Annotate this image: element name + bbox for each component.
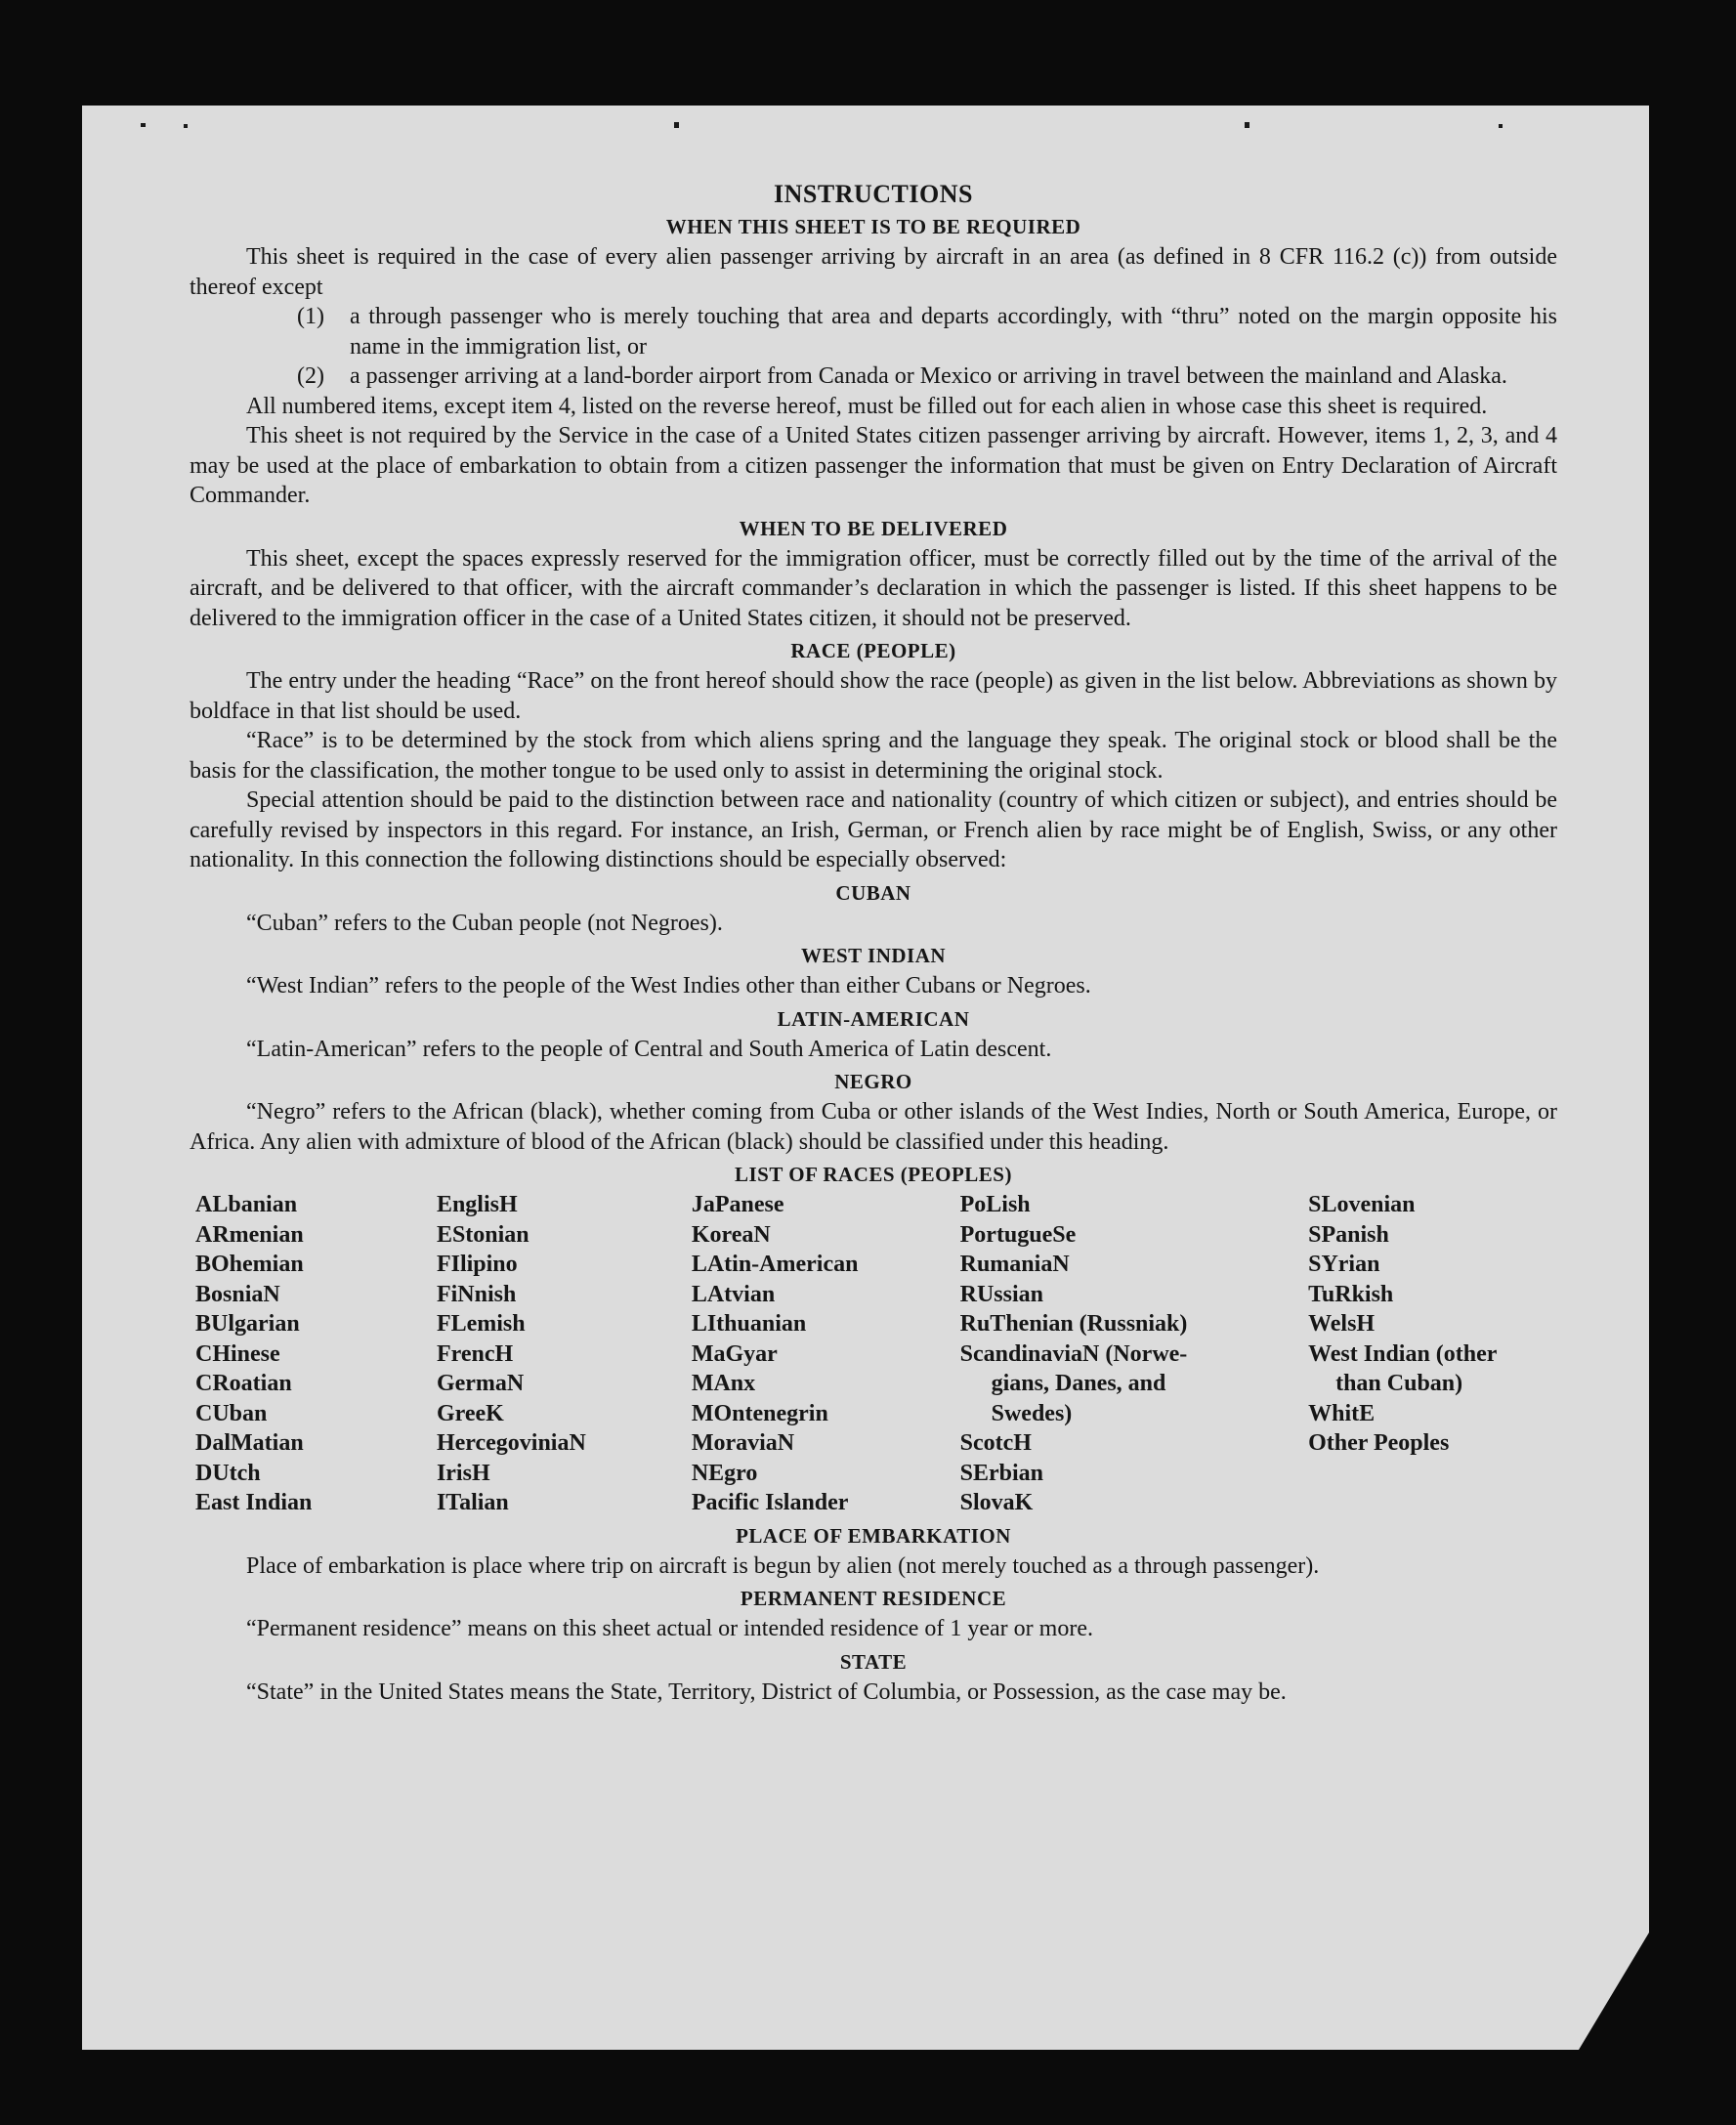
race-item: MAnx <box>691 1371 756 1396</box>
definition-embarkation: Place of embarkation is place where trip on aircraft is begun by alien (not merely touched as a through passenger). <box>246 1552 1320 1579</box>
paragraph-race-entry: The entry under the heading “Race” on the front hereof should show the race (people) as given in the list below. Abbreviations as shown by boldface in that list should be used. <box>190 668 1557 724</box>
race-item: East Indian <box>195 1490 313 1515</box>
race-item: BosniaN <box>195 1281 280 1307</box>
paragraph-required-intro: This sheet is required in the case of every alien passenger arriving by aircraft in an area (as defined in 8 CFR 116.2 (c)) from outside thereof except <box>190 244 1557 300</box>
race-item: CUban <box>195 1400 268 1426</box>
heading-permanent-residence: PERMANENT RESIDENCE <box>740 1587 1007 1610</box>
race-item: DalMatian <box>195 1430 304 1456</box>
race-item: West Indian (other <box>1308 1340 1498 1367</box>
race-item: LIthuanian <box>691 1311 807 1337</box>
page-title: INSTRUCTIONS <box>774 180 973 208</box>
race-item: EnglisH <box>436 1192 518 1217</box>
race-item: PortugueSe <box>959 1221 1077 1248</box>
race-item: SErbian <box>959 1460 1043 1486</box>
document-sheet <box>82 106 1649 2050</box>
race-item: SlovaK <box>959 1490 1034 1515</box>
race-item: EStonian <box>436 1221 529 1248</box>
race-item: RUssian <box>959 1281 1043 1307</box>
race-item: GreeK <box>436 1400 504 1426</box>
race-item: ScandinaviaN (Norwe- <box>959 1340 1188 1367</box>
definition-latin-american: “Latin-American” refers to the people of Central and South America of Latin descent. <box>246 1036 1052 1062</box>
race-item: KoreaN <box>691 1221 771 1248</box>
exception-number: (1) <box>297 304 324 329</box>
race-column-5 <box>1308 1190 1557 1518</box>
race-item: Other Peoples <box>1308 1430 1450 1456</box>
race-item: ARmenian <box>195 1221 304 1248</box>
race-column-2 <box>437 1190 692 1518</box>
race-item: RuThenian (Russniak) <box>959 1311 1188 1337</box>
heading-embarkation: PLACE OF EMBARKATION <box>736 1523 1011 1548</box>
race-item: FrencH <box>436 1340 514 1367</box>
exception-number: (2) <box>297 363 324 389</box>
heading-list-of-races: LIST OF RACES (PEOPLES) <box>735 1163 1012 1186</box>
race-list-table <box>195 1190 1557 1518</box>
race-item: CHinese <box>195 1340 280 1367</box>
punch-mark <box>674 122 679 128</box>
race-item: BOhemian <box>195 1252 304 1277</box>
race-item: FIlipino <box>436 1252 518 1277</box>
race-item: FiNnish <box>436 1281 517 1307</box>
race-item: ScotcH <box>959 1430 1032 1456</box>
race-item: ALbanian <box>195 1192 298 1217</box>
race-item: WelsH <box>1308 1311 1376 1337</box>
definition-state: “State” in the United States means the State, Territory, District of Columbia, or Possession, as the case may be. <box>246 1679 1287 1705</box>
race-item-continued: than Cuban) <box>1335 1371 1463 1396</box>
definition-west-indian: “West Indian” refers to the people of the West Indies other than either Cubans or Negroes. <box>246 973 1091 999</box>
race-item: IrisH <box>436 1460 490 1486</box>
race-item: PoLish <box>959 1192 1031 1217</box>
definition-cuban: “Cuban” refers to the Cuban people (not Negroes). <box>246 910 723 936</box>
race-item: MOntenegrin <box>691 1400 828 1426</box>
heading-west-indian: WEST INDIAN <box>800 944 947 967</box>
heading-latin-american: LATIN-AMERICAN <box>777 1006 970 1031</box>
race-item: MaGyar <box>691 1340 778 1367</box>
race-column-1 <box>195 1190 437 1518</box>
race-item: LAtvian <box>691 1281 776 1307</box>
definition-negro: “Negro” refers to the African (black), whether coming from Cuba or other islands of the West Indies, North or South America, Europe, or Africa. Any alien with admixture of blood of the African (black) should be classified under this heading. <box>190 1099 1557 1155</box>
race-item: JaPanese <box>691 1192 784 1217</box>
race-item: DUtch <box>195 1460 261 1486</box>
race-item: ITalian <box>436 1490 509 1515</box>
race-item: BUlgarian <box>195 1311 300 1337</box>
exception-item <box>190 302 1557 361</box>
race-item: MoraviaN <box>691 1430 795 1456</box>
exception-item <box>190 361 1557 392</box>
paragraph-numbered-items: All numbered items, except item 4, listed on the reverse hereof, must be filled out for each alien in whose case this sheet is required. <box>246 393 1488 419</box>
race-column-3 <box>692 1190 960 1518</box>
instructions-content <box>190 180 1557 1707</box>
definition-permanent-residence: “Permanent residence” means on this sheet actual or intended residence of 1 year or more. <box>246 1616 1093 1641</box>
race-column-4 <box>960 1190 1308 1518</box>
race-item: SYrian <box>1308 1252 1380 1277</box>
race-item: LAtin-American <box>691 1252 859 1277</box>
race-item: CRoatian <box>195 1371 292 1396</box>
heading-race: RACE (PEOPLE) <box>790 639 956 662</box>
paragraph-race-nationality: Special attention should be paid to the distinction between race and nationality (country of which citizen or subject), and entries should be carefully revised by inspectors in this regard. For instance, an Irish, German, or French alien by race might be of English, Swiss, or any other nationality. In this connection the following distinctions should be especially observed: <box>190 787 1557 872</box>
punch-mark <box>1499 124 1503 128</box>
race-item-continued: Swedes) <box>991 1400 1073 1426</box>
heading-when-required: WHEN THIS SHEET IS TO BE REQUIRED <box>665 215 1081 238</box>
exception-text: a through passenger who is merely touching that area and departs accordingly, with “thru” noted on the margin opposite his name in the immigration list, or <box>350 304 1557 360</box>
race-item: WhitE <box>1308 1400 1376 1426</box>
race-item: SPanish <box>1308 1221 1389 1248</box>
heading-when-delivered: WHEN TO BE DELIVERED <box>739 516 1008 540</box>
race-item: RumaniaN <box>959 1252 1070 1277</box>
paragraph-citizen-passenger: This sheet is not required by the Service in the case of a United States citizen passenger arriving by aircraft. However, items 1, 2, 3, and 4 may be used at the place of embarkation to obtain from a citizen passenger the information that must be given on Entry Declaration of Aircraft Commander. <box>190 423 1557 508</box>
punch-mark <box>1245 122 1249 128</box>
paragraph-race-determination: “Race” is to be determined by the stock from which aliens spring and the language they speak. The original stock or blood shall be the basis for the classification, the mother tongue to be used only to assist in determining the original stock. <box>190 728 1557 784</box>
race-item: HercegoviniaN <box>436 1430 586 1456</box>
heading-cuban: CUBAN <box>835 880 911 905</box>
race-item: SLovenian <box>1308 1192 1416 1217</box>
heading-state: STATE <box>839 1649 908 1674</box>
punch-mark <box>141 123 146 127</box>
heading-negro: NEGRO <box>834 1070 912 1093</box>
race-item: NEgro <box>691 1460 758 1486</box>
race-item: FLemish <box>436 1311 526 1337</box>
race-item: GermaN <box>436 1371 525 1396</box>
race-item: Pacific Islander <box>691 1490 849 1515</box>
paragraph-delivery: This sheet, except the spaces expressly reserved for the immigration officer, must be correctly filled out by the time of the arrival of the aircraft, and be delivered to that officer, with the aircraft commander’s declaration in which the passenger is listed. If this sheet happens to be delivered to the immigration officer in the case of a United States citizen, it should not be preserved. <box>190 545 1557 631</box>
folded-corner <box>1579 1933 1649 2050</box>
punch-mark <box>184 124 188 128</box>
race-item: TuRkish <box>1308 1281 1394 1307</box>
race-item-continued: gians, Danes, and <box>991 1371 1166 1396</box>
exception-text: a passenger arriving at a land-border airport from Canada or Mexico or arriving in travel between the mainland and Alaska. <box>350 363 1507 389</box>
